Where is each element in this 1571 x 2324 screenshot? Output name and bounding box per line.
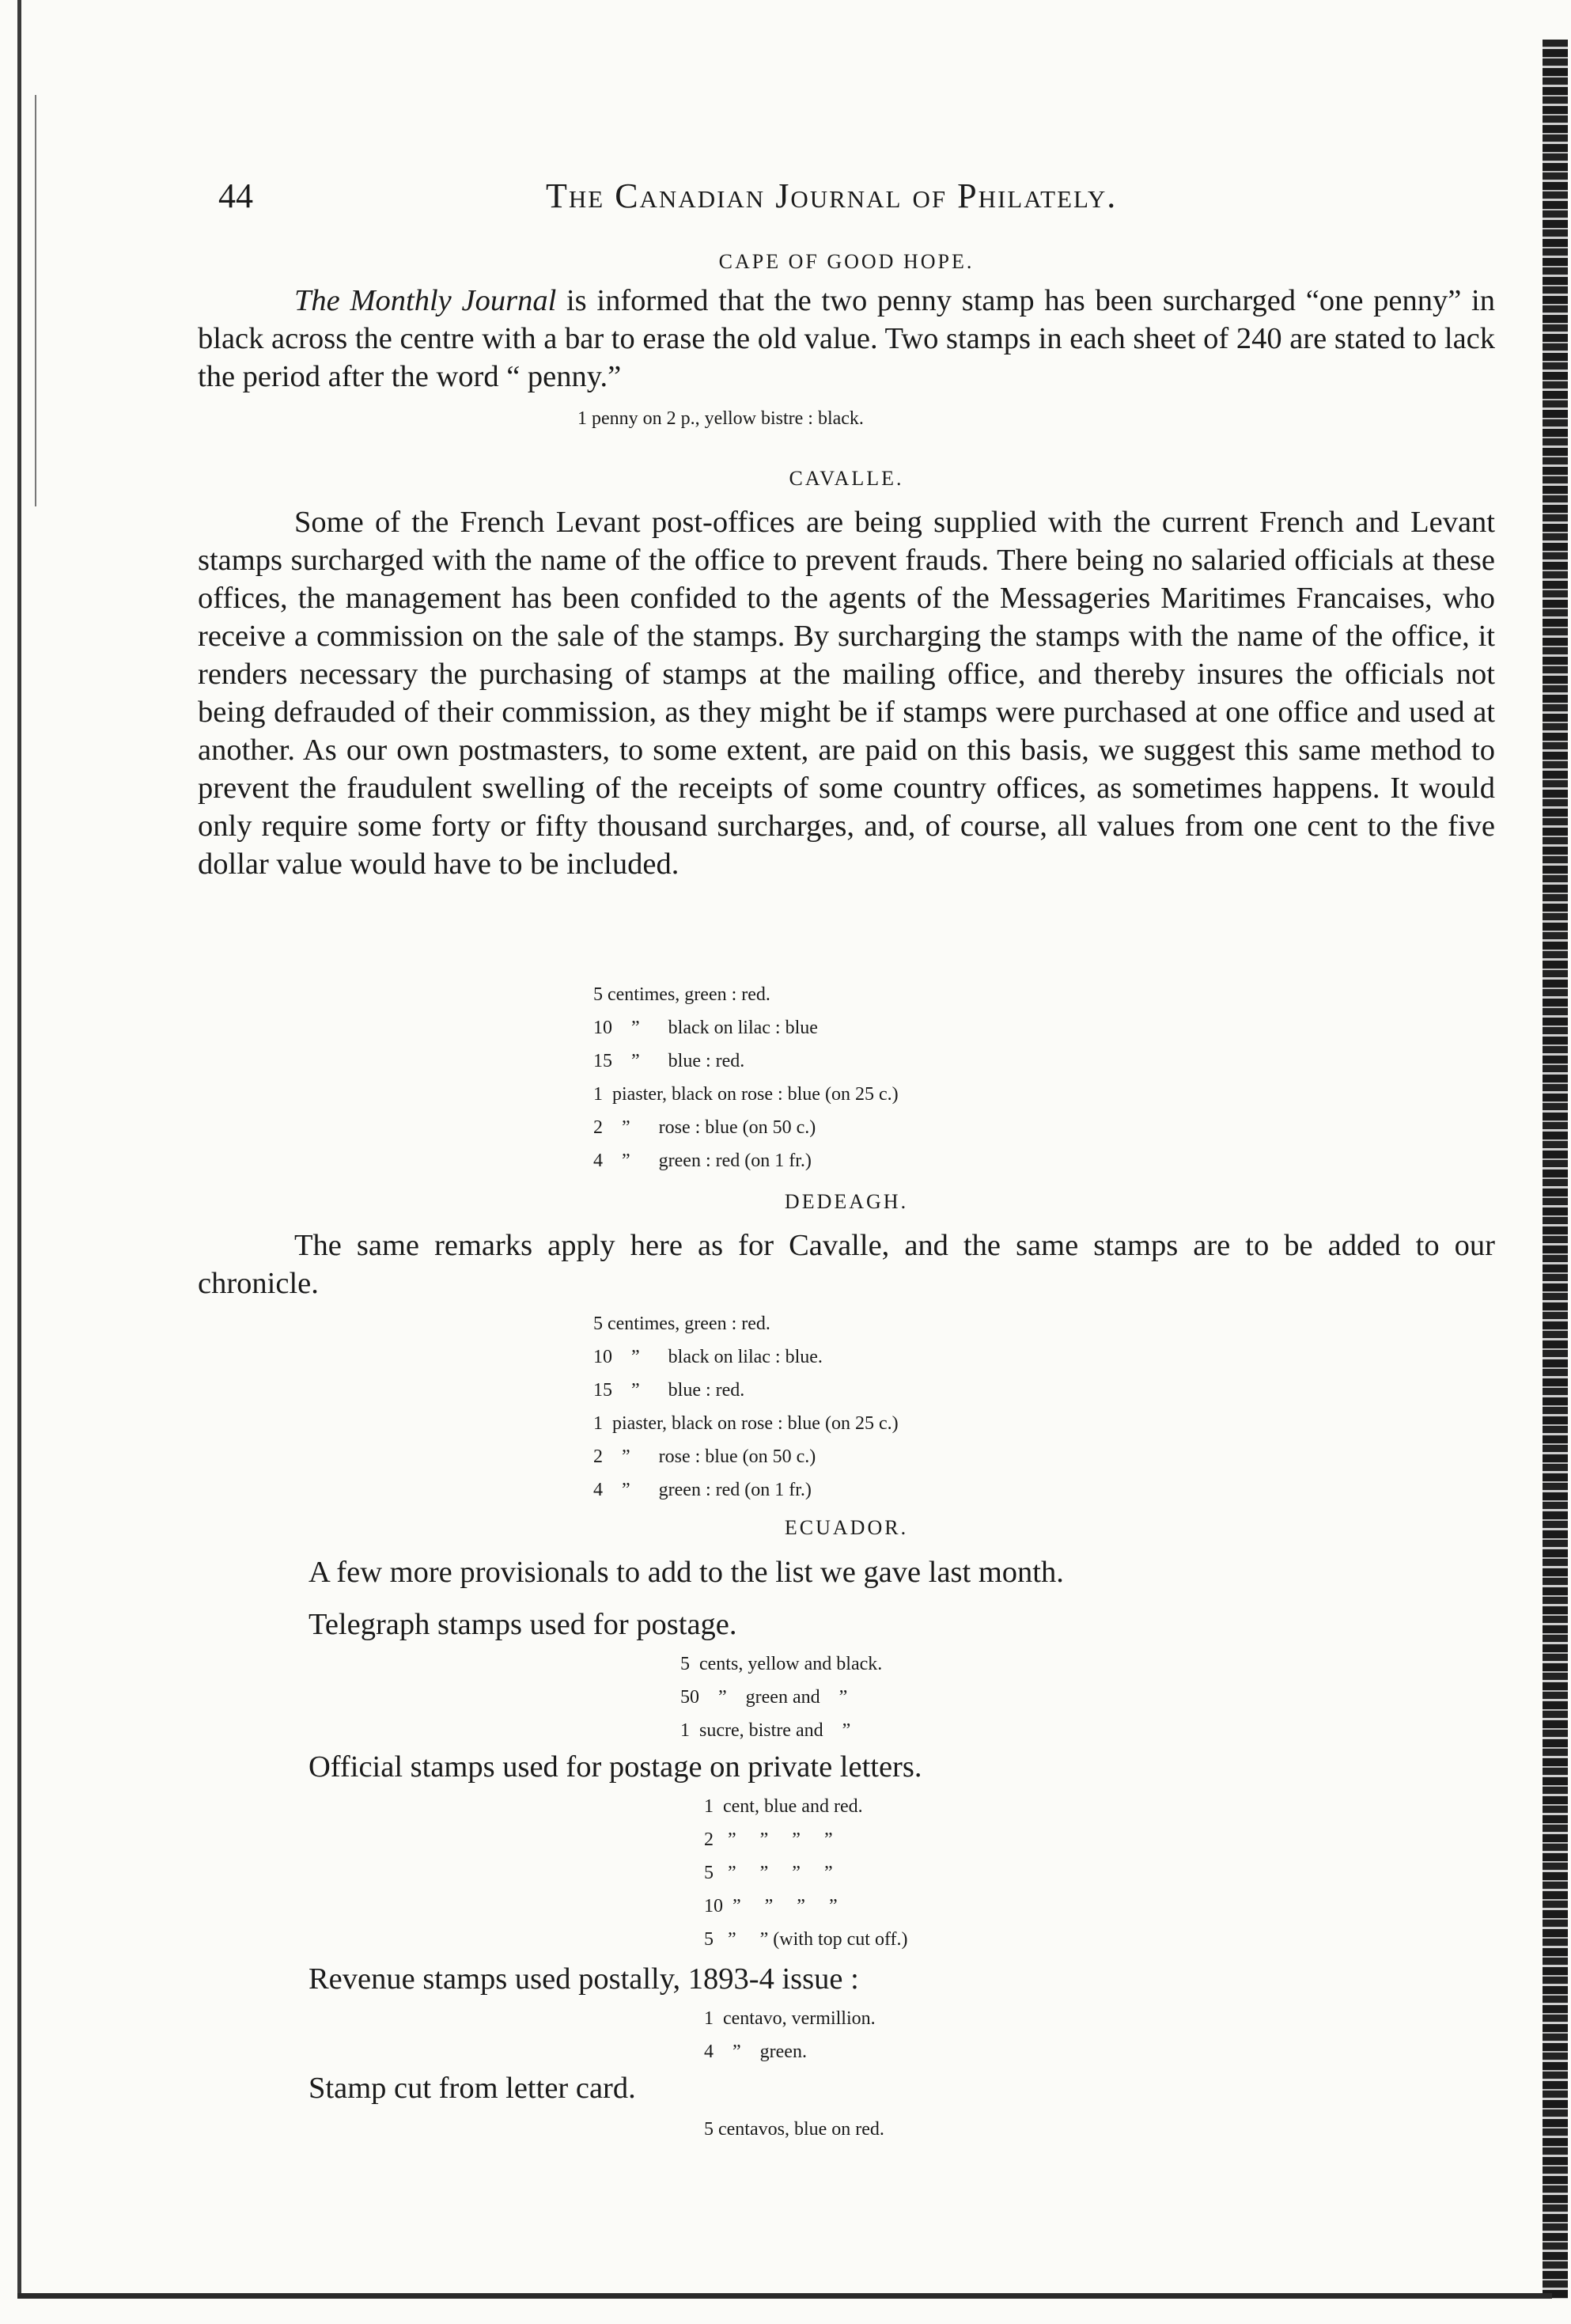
list-item: 10 ” black on lilac : blue bbox=[593, 1018, 818, 1038]
list-item: 1 cent, blue and red. bbox=[704, 1796, 863, 1817]
list-item: 2 ” ” ” ” bbox=[704, 1829, 833, 1850]
cape-journal-name: The Monthly Journal bbox=[294, 284, 557, 317]
section-heading-ecuador: ECUADOR. bbox=[784, 1516, 909, 1539]
journal-title: The Canadian Journal of Philately. bbox=[546, 176, 1118, 215]
list-item: 15 ” blue : red. bbox=[593, 1051, 745, 1071]
section-heading-cavalle: CAVALLE. bbox=[789, 467, 904, 490]
dedeagh-paragraph bbox=[198, 1226, 1495, 1302]
cape-text-rest: is informed that the two penny stamp has been surcharged “one penny” in black across the centre with a bar to erase the old value. Two stamps in each sheet of 240 are stated to lack the period after the word “ penny.” bbox=[198, 284, 1495, 393]
list-item: 10 ” ” ” ” bbox=[704, 1896, 838, 1916]
section-dedeagh bbox=[198, 1190, 1495, 1214]
section-heading-cape: CAPE OF GOOD HOPE. bbox=[718, 250, 975, 273]
section-heading-dedeagh: DEDEAGH. bbox=[784, 1190, 909, 1213]
telegraph-heading-text: Telegraph stamps used for postage. bbox=[309, 1608, 737, 1641]
card-heading bbox=[309, 2068, 1416, 2108]
ecuador-intro-text: A few more provisionals to add to the list we gave last month. bbox=[309, 1556, 1064, 1589]
dedeagh-text bbox=[198, 1226, 1495, 1302]
revenue-heading-text: Revenue stamps used postally, 1893-4 issue : bbox=[309, 1962, 859, 1996]
revenue-heading bbox=[309, 1959, 1416, 1999]
left-margin-rule bbox=[17, 0, 21, 2299]
card-list bbox=[704, 2113, 1337, 2146]
page-number: 44 bbox=[218, 176, 253, 215]
list-item: 2 ” rose : blue (on 50 c.) bbox=[593, 1446, 816, 1467]
list-item: 5 cents, yellow and black. bbox=[680, 1654, 883, 1674]
list-item: 50 ” green and ” bbox=[680, 1687, 848, 1708]
cape-list bbox=[577, 402, 1210, 435]
list-item: 4 ” green : red (on 1 fr.) bbox=[593, 1480, 812, 1500]
telegraph-heading bbox=[309, 1605, 1416, 1644]
list-item: 5 centavos, blue on red. bbox=[704, 2119, 884, 2140]
dedeagh-text-content: The same remarks apply here as for Cavalle, and the same stamps are to be added to our chronicle. bbox=[198, 1229, 1495, 1300]
section-ecuador bbox=[198, 1516, 1495, 1540]
dedeagh-list bbox=[593, 1307, 1305, 1507]
cape-paragraph bbox=[198, 282, 1495, 396]
cavalle-text-content: Some of the French Levant post-offices are being supplied with the current French and Levant stamps surcharged with the name of the office to prevent frauds. There being no salaried officials at these offices, the management has been confided to the agents of the Messageries Maritimes Francaises, who receive a commission on the sale of the stamps. By surcharging the stamps with the name of the office, it renders necessary the purchasing of stamps at the mailing office, and thereby insures the officials not being defrauded of their commission, as they might be if stamps were purchased at one office and used at another. As our own postmasters, to some extent, are paid on this basis, we suggest this same method to prevent the fraudulent swelling of the receipts of some country offices, as sometimes happens. It would only require some forty or fifty thousand surcharges, and, of course, all values from one cent to the five dollar value would have to be included. bbox=[198, 506, 1495, 881]
list-item: 2 ” rose : blue (on 50 c.) bbox=[593, 1117, 816, 1138]
list-item: 5 centimes, green : red. bbox=[593, 1314, 770, 1334]
list-item: 5 centimes, green : red. bbox=[593, 984, 770, 1005]
list-item: 1 piaster, black on rose : blue (on 25 c.) bbox=[593, 1413, 899, 1434]
official-heading bbox=[309, 1747, 1416, 1787]
bottom-margin-rule bbox=[17, 2293, 1552, 2299]
list-item: 1 centavo, vermillion. bbox=[704, 2008, 876, 2029]
page bbox=[198, 0, 1495, 2287]
official-list bbox=[704, 1790, 1337, 1956]
list-item: 1 sucre, bistre and ” bbox=[680, 1720, 851, 1741]
cavalle-list bbox=[593, 978, 1305, 1177]
cape-text bbox=[198, 282, 1495, 396]
list-item: 10 ” black on lilac : blue. bbox=[593, 1347, 823, 1367]
ecuador-intro bbox=[309, 1552, 1416, 1592]
left-margin-rule-inner bbox=[35, 95, 36, 506]
list-item: 5 ” ” (with top cut off.) bbox=[704, 1929, 908, 1950]
right-scan-edge bbox=[1543, 40, 1568, 2299]
official-heading-text: Official stamps used for postage on private letters. bbox=[309, 1750, 922, 1784]
cavalle-paragraph bbox=[198, 503, 1495, 883]
card-heading-text: Stamp cut from letter card. bbox=[309, 2072, 636, 2105]
list-item: 15 ” blue : red. bbox=[593, 1380, 745, 1401]
section-cavalle bbox=[198, 467, 1495, 491]
list-item: 4 ” green : red (on 1 fr.) bbox=[593, 1151, 812, 1171]
revenue-list bbox=[704, 2002, 1337, 2068]
section-cape bbox=[198, 250, 1495, 274]
list-item: 1 piaster, black on rose : blue (on 25 c.) bbox=[593, 1084, 899, 1105]
running-head bbox=[198, 176, 1495, 223]
list-item: 4 ” green. bbox=[704, 2042, 807, 2062]
list-item: 1 penny on 2 p., yellow bistre : black. bbox=[577, 408, 864, 429]
cavalle-text bbox=[198, 503, 1495, 883]
list-item: 5 ” ” ” ” bbox=[704, 1863, 833, 1883]
telegraph-list bbox=[680, 1647, 1313, 1747]
